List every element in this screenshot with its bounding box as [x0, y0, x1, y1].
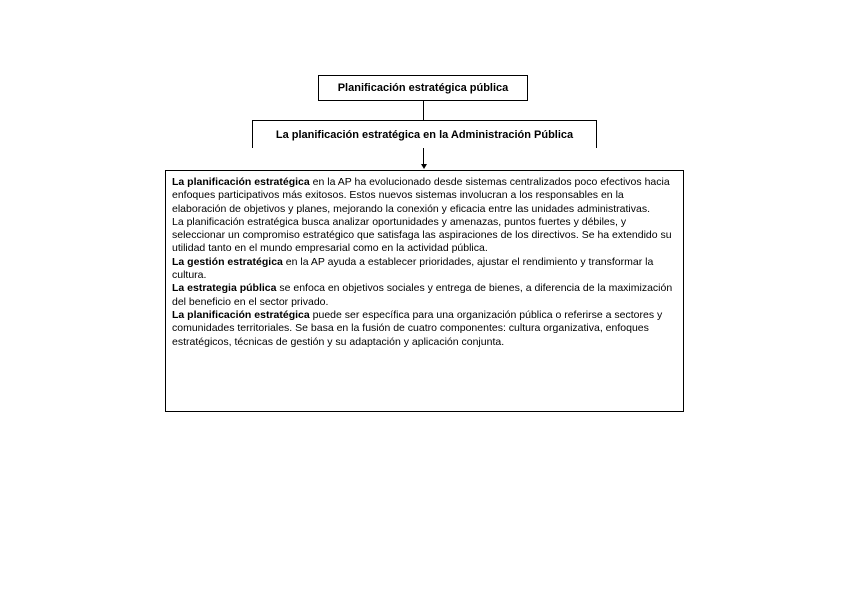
paragraph-1 — [172, 176, 677, 216]
paragraph-5-text: puede ser específica para una organización pública o referirse a sectores y comunidades territoriales. Se basa en la fusión de cuatro componentes: cultura organizativa, enfoques estratégicos, técnicas de gestión y su adaptación y aplicación conjunta. — [172, 308, 663, 348]
child-node-box — [252, 120, 597, 148]
paragraph-1-text: en la AP ha evolucionado desde sistemas centralizados poco efectivos hacia enfoques participativos más exitosos. Estos nuevos sistemas involucran a los responsables en la elaboración de objetivos y planes, mejorando la conexión y eficacia entre las unidades administrativas. — [172, 176, 670, 215]
root-node-box — [318, 75, 528, 101]
root-node-title: Planificación estratégica pública — [337, 82, 509, 94]
paragraph-2-text: La planificación estratégica busca analizar oportunidades y amenazas, puntos fuertes y débiles, y seleccionar un compromiso estratégico que satisfaga las aspiraciones de los directivos. Se ha extendido su utilidad tanto en el mundo empresarial como en la actividad pública. — [172, 215, 672, 255]
paragraph-4-text: se enfoca en objetivos sociales y entrega de bienes, a diferencia de la maximización del beneficio en el sector privado. — [172, 282, 673, 308]
paragraph-5-bold: La planificación estratégica — [172, 308, 310, 321]
connector-line-bottom — [423, 148, 424, 164]
paragraph-4 — [172, 282, 677, 309]
connector-line-top — [423, 101, 424, 120]
paragraph-3-text: en la AP ayuda a establecer prioridades, ajustar el rendimiento y transformar la cultura. — [172, 255, 654, 282]
paragraph-3-bold: La gestión estratégica — [172, 255, 283, 268]
paragraph-4-bold: La estrategia pública — [172, 282, 277, 295]
paragraph-2 — [172, 216, 677, 256]
description-box — [165, 170, 684, 412]
paragraph-5 — [172, 309, 677, 349]
paragraph-1-bold: La planificación estratégica — [172, 176, 310, 188]
connector-arrowhead — [421, 164, 427, 169]
paragraph-3 — [172, 256, 677, 283]
child-node-title: La planificación estratégica en la Administración Pública — [275, 128, 574, 141]
